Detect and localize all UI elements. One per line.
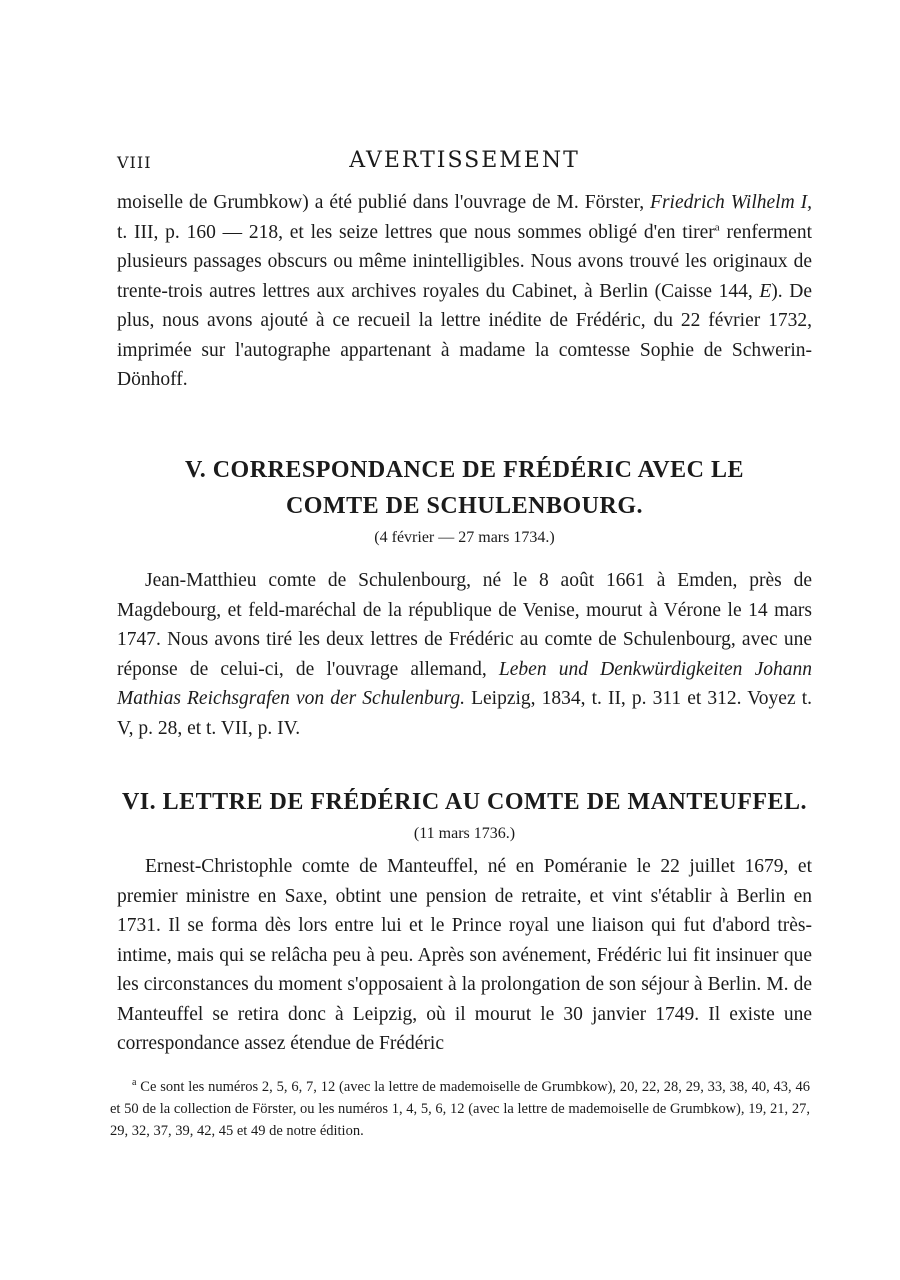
section-6-paragraph: Ernest-Christophle comte de Manteuffel, né en Poméranie le 22 juillet 1679, et premier ministre en Saxe, obtint une pension de retraite, et vint s'établir à Berlin en 1731. Il se forma dès lors entre lui et le Prince royal une liaison qui fut d'abord très-intime, mais qui se relâcha peu à peu. Après son avénement, Frédéric lui fit insinuer que les circonstances du moment s'opposaient à la prolongation de son séjour à Berlin. M. de Manteuffel se retira donc à Leipzig, où il mourut le 30 janvier 1749. Il existe une correspondance assez étendue de Frédéric [117,856,812,1054]
footnote-reference: a [714,221,720,233]
intro-text-b: t. III, p. 160 — 218, et les seize lettres que nous sommes obligé d'en tirer [117,221,715,243]
section-5-paragraph [117,566,812,743]
section-5-text-b: Leipzig, 1834, t. II, p. 311 et 312. Voyez t. V, p. 28, et t. VII, p. IV. [117,688,812,739]
running-title: AVERTISSEMENT [349,148,580,173]
section-5-heading-line-1: V. CORRESPONDANCE DE FRÉDÉRIC AVEC LE [184,457,745,483]
intro-text-d: ). De plus, nous avons ajouté à ce recueil la lettre inédite de Frédéric, du 22 février 1732, imprimée sur l'autographe appartenant à madame la comtesse Sophie de Schwerin-Dönhoff. [117,280,813,390]
footnote-mark: a [132,1077,137,1089]
section-5-text-a: Jean-Matthieu comte de Schulenbourg, né le 8 août 1661 à Emden, près de Magdebourg, et feld-maréchal de la république de Venise, mourut à Vérone le 14 mars 1747. Nous avons tiré les deux lettres de Frédéric au comte de Schulenbourg, avec une réponse de celui-ci, de l'ouvrage allemand, [117,570,812,680]
intro-italic-letter: E [759,280,772,302]
section-5-italic-title: Leben und Denkwürdigkeiten Johann Mathias Reichsgrafen von der Schulenburg. [117,658,812,709]
section-5-heading [117,452,812,524]
continuation-paragraph [117,188,812,395]
running-head [117,148,812,178]
section-5-heading-line-2: COMTE DE SCHULENBOURG. [285,493,644,519]
footnote-text: Ce sont les numéros 2, 5, 6, 7, 12 (avec la lettre de mademoiselle de Grumbkow), 20, 22, 28, 29, 33, 38, 40, 43, 46 et 50 de la collection de Förster, ou les numéros 1, 4, 5, 6, 12 (avec la lettre de mademoiselle de Grumbkow), 19, 21, 27, 29, 32, 37, 39, 42, 45 et 49 de notre édition. [110,1079,810,1139]
section-6-heading: VI. LETTRE DE FRÉDÉRIC AU COMTE DE MANTEUFFEL. [121,789,808,815]
footnote [110,1076,810,1142]
intro-text-a: moiselle de Grumbkow) a été publié dans l'ouvrage de M. Förster, [117,192,651,213]
intro-italic-title: Friedrich Wilhelm I, [650,192,813,213]
section-5-dates: (4 février — 27 mars 1734.) [374,529,555,546]
section-6-dates: (11 mars 1736.) [413,825,516,842]
intro-text-c: renferment plusieurs passages obscurs ou même inintelligibles. Nous avons trouvé les originaux de trente-trois autres lettres aux archives royales du Cabinet, à Berlin (Caisse 144, [117,221,812,302]
page-number: VIII [117,153,152,172]
